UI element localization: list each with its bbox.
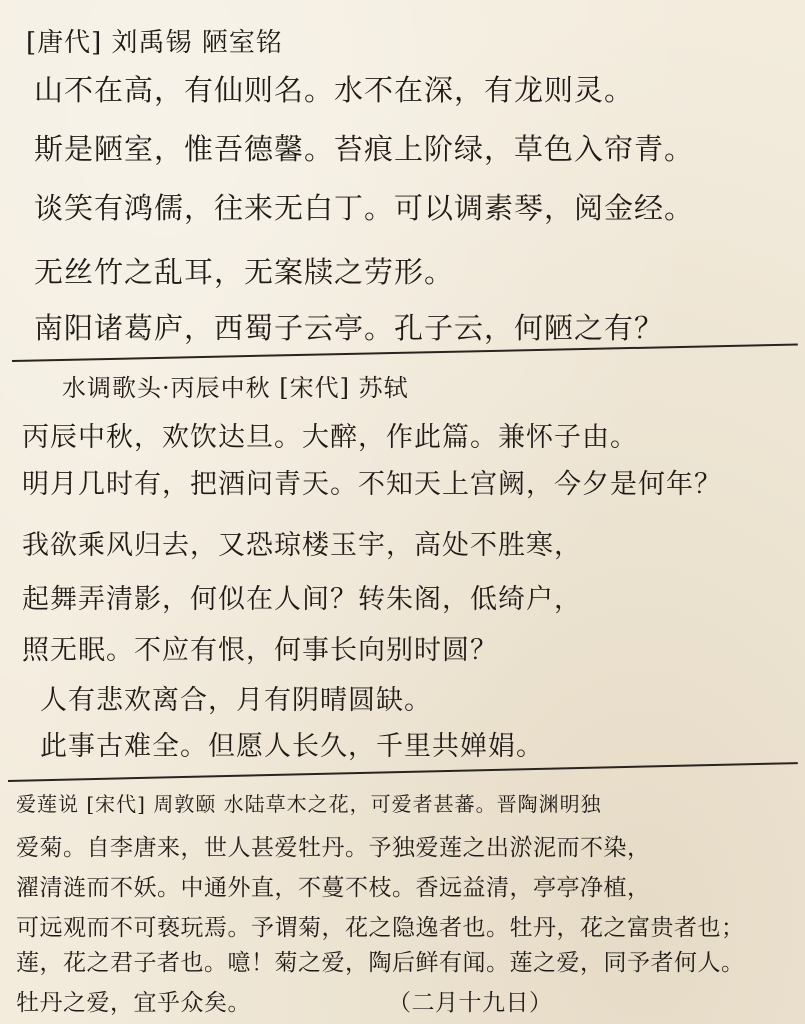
- date-note: （二月十九日）: [388, 990, 553, 1016]
- poem-line: 斯是陋室，惟吾德馨。苔痕上阶绿，草色入帘青。: [34, 132, 695, 166]
- prose-line: 牡丹之爱，宜乎众矣。: [16, 990, 251, 1016]
- poem-heading-shuidiaogetou: 水调歌头·丙辰中秋 [宋代] 苏轼: [62, 374, 409, 402]
- prose-line: 莲，花之君子者也。噫！菊之爱，陶后鲜有闻。莲之爱，同予者何人。: [16, 950, 745, 976]
- poem-line: 丙辰中秋，欢饮达旦。大醉，作此篇。兼怀子由。: [22, 422, 638, 453]
- prose-line: 濯清涟而不妖。中通外直，不蔓不枝。香远益清，亭亭净植，: [16, 875, 651, 901]
- poem-line: 此事古难全。但愿人长久，千里共婵娟。: [40, 731, 544, 762]
- poem-line: 山不在高，有仙则名。水不在深，有龙则灵。: [34, 73, 635, 107]
- poem-line: 起舞弄清影，何似在人间？转朱阁，低绮户，: [22, 584, 582, 615]
- poem-line: 人有悲欢离合，月有阴晴圆缺。: [40, 685, 432, 716]
- prose-heading-ailianshuo: 爱莲说 [宋代] 周敦颐 水陆草木之花，可爱者甚蕃。晋陶渊明独: [16, 792, 602, 816]
- poem-line: 我欲乘风归去，又恐琼楼玉宇，高处不胜寒，: [22, 530, 582, 561]
- poem-line: 照无眠。不应有恨，何事长向别时圆？: [22, 635, 498, 666]
- poem-line: 明月几时有，把酒问青天。不知天上宫阙，今夕是何年？: [22, 469, 722, 500]
- section-divider: [8, 762, 798, 782]
- prose-line: 可远观而不可亵玩焉。予谓菊，花之隐逸者也。牡丹，花之富贵者也；: [16, 915, 745, 941]
- poem-line: 无丝竹之乱耳，无案牍之劳形。: [34, 255, 455, 289]
- poem-heading-loushiming: [唐代] 刘禹锡 陋室铭: [26, 28, 283, 58]
- poem-line: 南阳诸葛庐，西蜀子云亭。孔子云，何陋之有？: [34, 311, 665, 345]
- prose-line: 爱菊。自李唐来，世人甚爱牡丹。予独爱莲之出淤泥而不染，: [16, 835, 651, 861]
- poem-line: 谈笑有鸿儒，往来无白丁。可以调素琴，阅金经。: [34, 191, 695, 225]
